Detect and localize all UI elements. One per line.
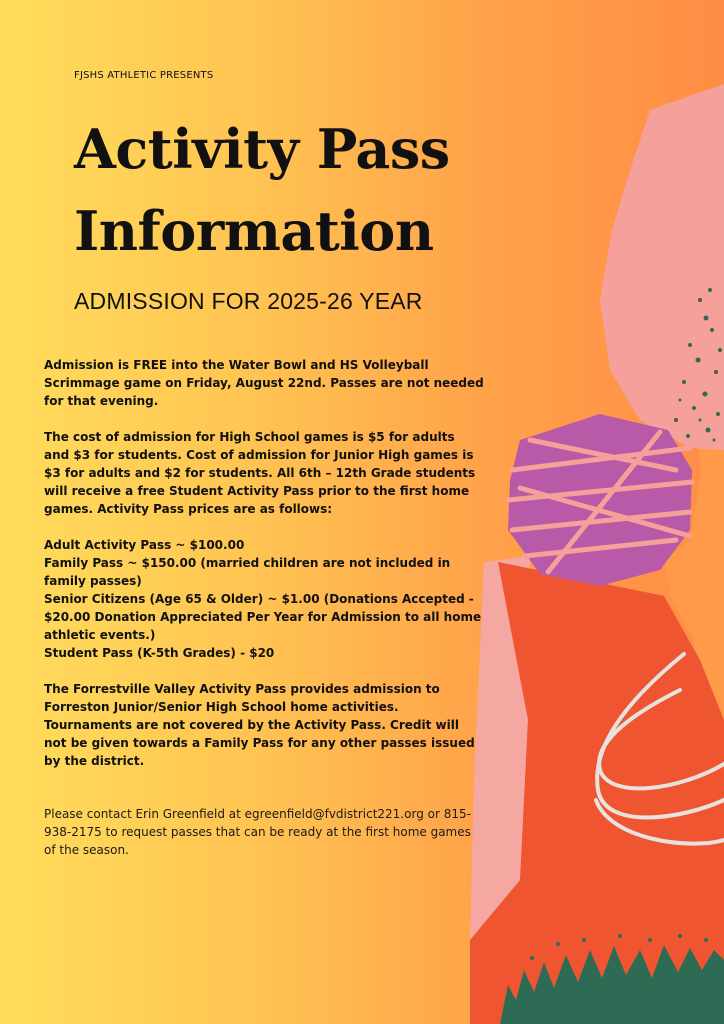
page-title (74, 108, 450, 272)
cost-paragraph: The cost of admission for High School games is $5 for adults and $3 for students. Cost of admission for Junior High games is $3 for adults and $2 for students. All 6th – 12th Grade students will receive a free Student Activity Pass prior to the first home games. Activity Pass prices are as follows: (44, 430, 476, 516)
intro-paragraph: Admission is FREE into the Water Bowl and HS Volleyball Scrimmage game on Friday, August 22nd. Passes are not needed for that evening. (44, 358, 484, 408)
coverage-paragraph: The Forrestville Valley Activity Pass provides admission to Forreston Junior/Senior High School home activities. Tournaments are not covered by the Activity Pass. Credit will not be given towards a Family Pass for any other passes issued by the district. (44, 682, 475, 768)
title-line-2: Information (74, 199, 434, 263)
contact-paragraph: Please contact Erin Greenfield at egreenfield@fvdistrict221.org or 815-938-2175 to request passes that can be ready at the first home games of the season. (44, 807, 471, 857)
price-list (44, 536, 484, 662)
price-item: Family Pass ~ $150.00 (married children are not included in family passes) (44, 556, 451, 588)
page-subtitle: ADMISSION FOR 2025-26 YEAR (74, 288, 423, 314)
eyebrow-text: FJSHS ATHLETIC PRESENTS (74, 70, 214, 81)
price-item: Adult Activity Pass ~ $100.00 (44, 538, 245, 552)
title-line-1: Activity Pass (74, 117, 450, 181)
info-body (44, 356, 484, 788)
price-item: Student Pass (K-5th Grades) - $20 (44, 646, 275, 660)
price-item: Senior Citizens (Age 65 & Older) ~ $1.00 (Donations Accepted - $20.00 Donation Appreciated Per Year for Admission to all home athletic events.) (44, 592, 482, 642)
